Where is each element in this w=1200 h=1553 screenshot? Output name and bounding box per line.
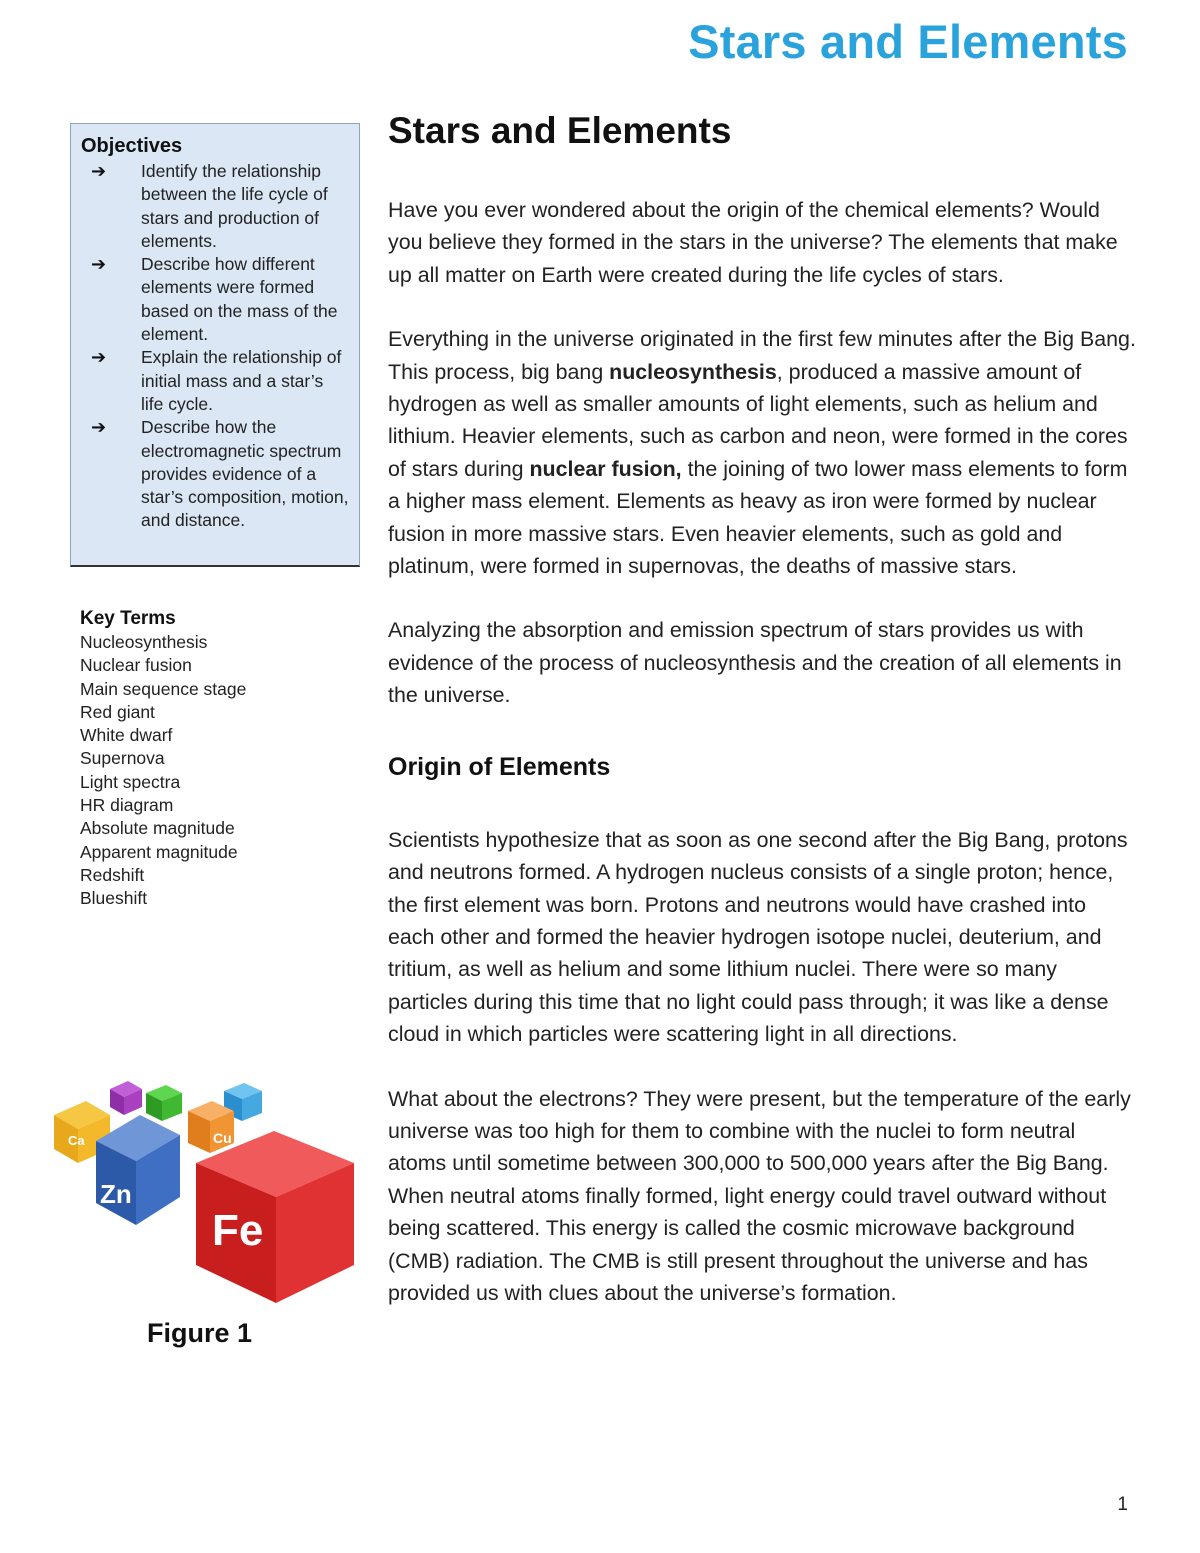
key-term: Nucleosynthesis — [80, 632, 208, 652]
key-term: HR diagram — [80, 795, 174, 816]
bold-term-nuclear-fusion: nuclear fusion, — [529, 456, 682, 481]
objectives-box — [70, 123, 360, 567]
paragraph-text: the joining of two lower mass elements to form a higher mass element. Elements as heavy as iron were formed by nuclear fusion in more massive stars. Even heavier elements, such as gold and platinum, were formed in supernovas, the deaths of massive stars. — [388, 456, 1128, 579]
cube-label-zn: Zn — [100, 1179, 132, 1209]
key-term: Redshift — [80, 864, 145, 885]
key-term: Nuclear fusion — [80, 655, 192, 676]
main-title: Stars and Elements — [388, 110, 732, 151]
nucleosynthesis-paragraph — [388, 323, 1138, 582]
cube-label-cu: Cu — [213, 1130, 232, 1146]
header-title: Stars and Elements — [688, 15, 1128, 68]
figure-caption: Figure 1 — [147, 1318, 253, 1348]
key-terms-list — [80, 631, 360, 911]
origin-paragraph: Scientists hypothesize that as soon as one second after the Big Bang, protons and neutrons formed. A hydrogen nucleus consists of a single proton; hence, the first element was born. Protons and neutrons would have crashed into each other and formed the heavier hydrogen isotope nuclei, deuterium, and tritium, as well as helium and some lithium nuclei. There were so many particles during this time that no light could pass through; it was like a dense cloud in which particles were scattering light in all directions. — [388, 827, 1128, 1047]
key-term: Light spectra — [80, 771, 181, 792]
section-heading: Origin of Elements — [388, 752, 611, 781]
paragraph-text: , produced a massive amount of hydrogen as well as smaller amounts of light elements, such as helium and lithium. Heavier elements, such as carbon and neon, were formed in the cores of stars during — [388, 359, 1128, 481]
objectives-heading: Objectives — [81, 135, 183, 157]
cube-label-ca: Ca — [68, 1133, 85, 1148]
key-terms-heading: Key Terms — [80, 608, 176, 629]
fe-cube — [196, 1131, 354, 1303]
key-term: White dwarf — [80, 725, 173, 746]
arrow-icon: ➔ — [91, 347, 107, 368]
objective-item — [81, 416, 349, 532]
key-term: Supernova — [80, 748, 165, 769]
objective-item — [81, 346, 349, 416]
objective-text: Explain the relationship of initial mass and a star’s life cycle. — [141, 347, 342, 414]
bold-term-nucleosynthesis: nucleosynthesis — [609, 359, 777, 384]
arrow-icon: ➔ — [91, 161, 107, 181]
spectrum-paragraph: Analyzing the absorption and emission spectrum of stars provides us with evidence of the process of nucleosynthesis and the creation of all elements in the universe. — [388, 618, 1122, 708]
key-term: Apparent magnitude — [80, 841, 238, 862]
electrons-paragraph: What about the electrons? They were present, but the temperature of the early universe was too high for them to combine with the nuclei to form neutral atoms until sometime between 300,000 to 500,000 years after the Big Bang. When neutral atoms finally formed, light energy could travel outward without being scattered. This energy is called the cosmic microwave background (CMB) radiation. The CMB is still present throughout the universe and has provided us with clues about the universe’s formation. — [388, 1086, 1131, 1305]
element-cubes-figure — [48, 1075, 356, 1305]
page-number: 1 — [1117, 1494, 1128, 1515]
objective-text: Describe how different elements were formed based on the mass of the element. — [141, 254, 338, 345]
objective-text: Describe how the electromagnetic spectrum provides evidence of a star’s composition, motion, and distance. — [141, 417, 349, 531]
key-term: Main sequence stage — [80, 678, 247, 699]
objective-item — [81, 160, 349, 253]
main-content — [388, 105, 1138, 1309]
paragraph-text: Everything in the universe originated in the first few minutes after the Big Bang. This process, big bang — [388, 327, 1136, 384]
objectives-list — [81, 160, 349, 533]
key-term: Blueshift — [80, 888, 148, 909]
cube-label-fe: Fe — [212, 1206, 264, 1255]
arrow-icon: ➔ — [91, 417, 107, 438]
objective-item — [81, 253, 349, 346]
intro-paragraph: Have you ever wondered about the origin of the chemical elements? Would you believe they formed in the stars in the universe? The elements that make up all matter on Earth were created during the life cycles of stars. — [388, 198, 1118, 287]
key-term: Absolute magnitude — [80, 818, 235, 839]
objective-text: Identify the relationship between the life cycle of stars and production of elements. — [141, 161, 328, 251]
arrow-icon: ➔ — [91, 254, 107, 275]
key-terms — [80, 607, 360, 911]
key-term: Red giant — [80, 701, 155, 722]
